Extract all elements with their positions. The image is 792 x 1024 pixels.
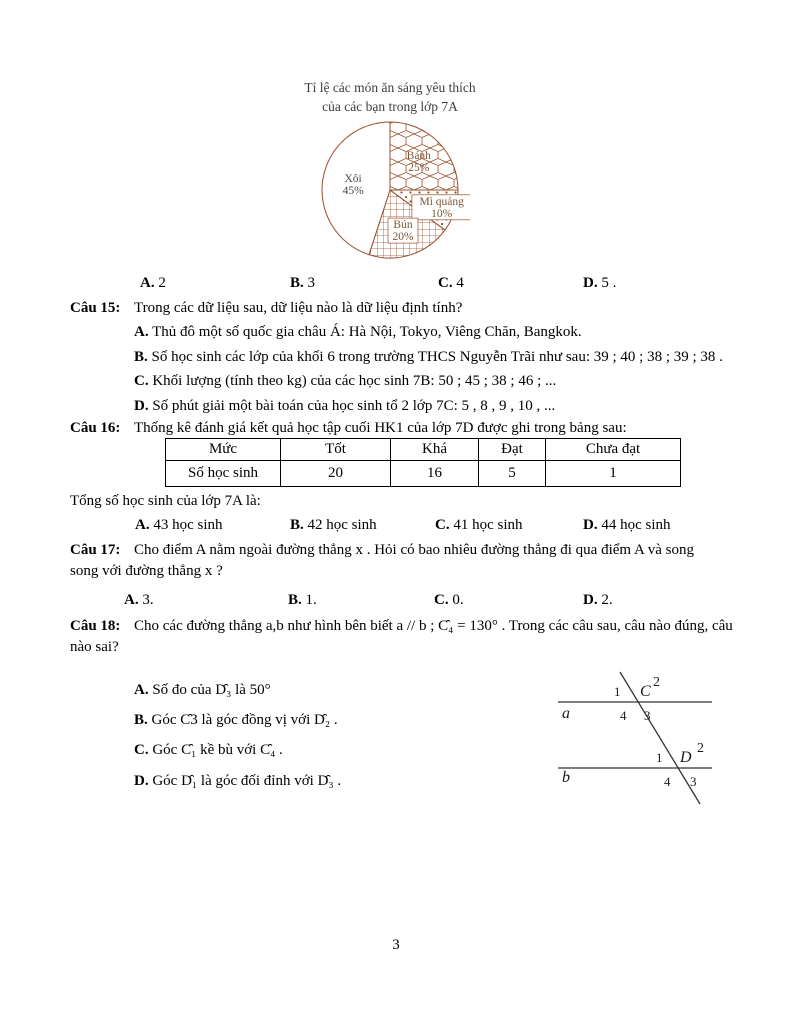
option-letter: D.	[583, 592, 598, 608]
q16-answer-b	[290, 516, 377, 535]
q17-answer-d	[583, 591, 613, 610]
q15-label: Câu 15:	[70, 300, 121, 316]
option-text: 0.	[452, 592, 464, 608]
option-text: 41 học sinh	[453, 517, 523, 533]
q16-answer-a	[135, 516, 223, 535]
option-text: Số đo của D̑₃ là 50°	[152, 682, 271, 698]
angle-d2-label: 2	[697, 741, 704, 756]
angle-d1-label: 1	[656, 750, 663, 765]
table-header-cell: Khá	[391, 439, 479, 461]
transversal-line	[620, 672, 700, 804]
option-text: 5 .	[601, 275, 617, 291]
table-header-cell: Chưa đạt	[546, 439, 681, 461]
option-text: Góc D̑₁ là góc đối đỉnh với D̑₃ .	[152, 773, 342, 789]
q17-label: Câu 17:	[70, 542, 121, 558]
q18-question-line2: nào sai?	[70, 639, 119, 655]
angle-d4-label: 4	[664, 774, 671, 789]
q17-answer-b	[288, 591, 317, 610]
option-text: 3	[307, 275, 316, 291]
q16-answer-d	[583, 516, 671, 535]
angle-d3-label: 3	[690, 774, 697, 789]
q18-figure	[552, 668, 720, 810]
option-text: Góc C̑₁ kề bù với C̑₄ .	[152, 742, 283, 758]
q17-answer-c	[434, 591, 464, 610]
pie-slice-label: 45%	[342, 185, 364, 198]
option-letter: A.	[135, 517, 150, 533]
option-letter: A.	[134, 324, 149, 340]
option-letter: D.	[583, 275, 598, 291]
pie-slice-label: 25%	[408, 162, 430, 175]
table-row-label: Số học sinh	[166, 461, 281, 487]
pie-chart	[310, 115, 470, 265]
q18-question-line1: Cho các đường thẳng a,b như hình bên biết a // b ; C̑₄ = 130° . Trong các câu sau, câu nào đúng, câu	[134, 618, 733, 634]
table-header-row	[166, 439, 681, 461]
pie-slice-label: Mì quảng	[419, 195, 464, 208]
q16-table	[165, 438, 681, 487]
q18-label: Câu 18:	[70, 618, 121, 634]
q18-option-a	[134, 681, 271, 700]
option-letter: D.	[134, 398, 149, 414]
option-letter: C.	[435, 517, 450, 533]
pie-slice-label: Xôi	[344, 173, 362, 186]
pie-chart-title-line1: Tỉ lệ các món ăn sáng yêu thích	[304, 80, 476, 95]
option-text: 2.	[601, 592, 613, 608]
option-letter: A.	[134, 682, 149, 698]
q18-option-c	[134, 741, 283, 760]
option-letter: A.	[124, 592, 139, 608]
option-text: 43 học sinh	[153, 517, 223, 533]
q15-option-d	[134, 397, 555, 416]
q14-answer-c	[438, 274, 464, 293]
option-text: Số phút giải một bài toán của học sinh tổ 2 lớp 7C: 5 , 8 , 9 , 10 , ...	[152, 398, 556, 414]
option-text: 42 học sinh	[307, 517, 377, 533]
angle-c2-label: 2	[653, 675, 660, 690]
option-letter: C.	[434, 592, 449, 608]
q17-question-line1: Cho điểm A nằm ngoài đường thẳng x . Hỏi có bao nhiêu đường thẳng đi qua điểm A và song	[134, 542, 694, 558]
option-letter: B.	[134, 349, 148, 365]
option-text: 2	[158, 275, 166, 291]
table-cell: 5	[479, 461, 546, 487]
point-d-label: D	[680, 749, 692, 766]
q16-question: Thống kê đánh giá kết quả học tập cuối HK1 của lớp 7D được ghi trong bảng sau:	[134, 420, 627, 436]
option-letter: C.	[438, 275, 453, 291]
q15-question: Trong các dữ liệu sau, dữ liệu nào là dữ liệu định tính?	[134, 300, 463, 316]
angle-c3-label: 3	[644, 708, 651, 723]
table-header-cell: Tốt	[281, 439, 391, 461]
option-text: Khối lượng (tính theo kg) của các học sinh 7B: 50 ; 45 ; 38 ; 46 ; ...	[152, 373, 557, 389]
option-letter: B.	[290, 517, 304, 533]
option-text: 3.	[142, 592, 154, 608]
option-letter: B.	[134, 712, 148, 728]
option-letter: D.	[134, 773, 149, 789]
q16-subquestion: Tổng số học sinh của lớp 7A là:	[70, 493, 261, 509]
q14-answer-d	[583, 274, 616, 293]
option-text: 44 học sinh	[601, 517, 671, 533]
option-text: 4	[456, 275, 464, 291]
option-text: Thủ đô một số quốc gia châu Á: Hà Nội, Tokyo, Viêng Chăn, Bangkok.	[152, 324, 582, 340]
q18-option-b	[134, 711, 338, 730]
pie-slice-label: 20%	[392, 231, 414, 244]
table-cell: 16	[391, 461, 479, 487]
option-text: 1.	[305, 592, 317, 608]
option-letter: C.	[134, 742, 149, 758]
page-number: 3	[392, 937, 400, 953]
option-letter: A.	[140, 275, 155, 291]
q16-answer-c	[435, 516, 523, 535]
pie-slice-label: 10%	[431, 207, 453, 220]
pie-chart-title-line2: của các bạn trong lớp 7A	[322, 99, 458, 114]
table-cell: 20	[281, 461, 391, 487]
option-text: Góc C̑3 là góc đồng vị với D̑₂ .	[151, 712, 338, 728]
pie-slices-group	[322, 122, 470, 258]
point-c-label: C	[640, 683, 651, 700]
pie-slice-label: Bánh	[406, 150, 431, 163]
q16-label: Câu 16:	[70, 420, 121, 436]
q18-option-d	[134, 772, 341, 791]
q17-question-line2: song với đường thẳng x ?	[70, 563, 223, 579]
q14-answer-a	[140, 274, 166, 293]
line-b-label: b	[562, 769, 570, 786]
option-letter: D.	[583, 517, 598, 533]
q15-option-b	[134, 348, 723, 367]
line-a-label: a	[562, 705, 570, 722]
option-letter: C.	[134, 373, 149, 389]
angle-c4-label: 4	[620, 708, 627, 723]
table-cell: 1	[546, 461, 681, 487]
angle-c1-label: 1	[614, 684, 621, 699]
table-header-cell: Đạt	[479, 439, 546, 461]
table-data-row	[166, 461, 681, 487]
table-header-cell: Mức	[166, 439, 281, 461]
q17-answer-a	[124, 591, 154, 610]
option-text: Số học sinh các lớp của khối 6 trong trường THCS Nguyễn Trãi như sau: 39 ; 40 ; 38 ; 39 ; 38 .	[151, 349, 723, 365]
pie-slice-label: Bún	[393, 219, 413, 232]
q14-answer-b	[290, 274, 315, 293]
q15-option-a	[134, 323, 582, 342]
q15-option-c	[134, 372, 556, 391]
option-letter: B.	[290, 275, 304, 291]
option-letter: B.	[288, 592, 302, 608]
